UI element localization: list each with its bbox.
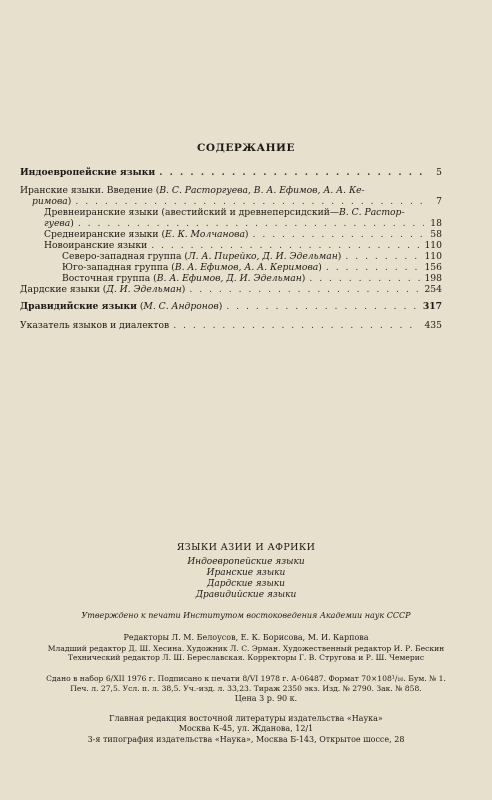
leader-dots	[309, 274, 420, 284]
toc-entry-dardic: Дардские языки (Д. И. Эдельман) . . . 254	[20, 285, 442, 295]
toc-entry-northwest-group: Северо-западная группа (Л. А. Пирейко, Д. И. Эдельман) . . . 110	[62, 252, 442, 262]
page-number: 156	[424, 262, 442, 273]
publisher-line-2: Москва К-45, ул. Жданова, 12/1	[178, 724, 314, 733]
page-number: 254	[424, 284, 442, 295]
approval-note: Утверждено к печати Институтом востоковедения Академии наук СССР	[81, 611, 411, 620]
series-title: ЯЗЫКИ АЗИИ И АФРИКИ	[176, 542, 316, 553]
leader-dots	[345, 252, 420, 262]
page-number: 58	[430, 229, 442, 240]
toc-entry-iranian-line2: римова) . . . 7	[32, 197, 442, 207]
toc-authors: В. А. Ефимов, Д. И. Эдельман	[156, 273, 302, 284]
leader-dots	[226, 302, 419, 312]
toc-entry-new-iranian	[44, 241, 442, 251]
page-number: 18	[430, 218, 442, 229]
toc-entry-indo-european	[20, 168, 442, 178]
toc-entry-middle-iranian: Среднеиранские языки (Е. К. Молчанова) . . . 58	[44, 230, 442, 240]
publisher-line-1: Главная редакция восточной литературы издательства «Наука»	[109, 714, 383, 723]
print-details-1: Сдано в набор 6/XII 1976 г. Подписано к печати 8/VI 1978 г. А-06487. Формат 70×108¹/₁₆. Бум. № 1.	[46, 674, 446, 683]
toc-entry-ancient-line2: гуева) . . . 18	[44, 219, 442, 229]
toc-authors: М. С. Андронов	[143, 301, 219, 312]
contents-heading: СОДЕРЖАНИЕ	[197, 142, 295, 154]
page-number: 198	[424, 273, 442, 284]
page-number: 7	[436, 196, 442, 207]
editors-line: Редакторы Л. М. Белоусов, Е. К. Борисова, М. И. Карпова	[123, 633, 369, 642]
subtitle-dravidian: Дравидийские языки	[195, 590, 297, 600]
toc-entry-label: Указатель языков и диалектов	[20, 320, 170, 331]
leader-dots	[78, 219, 424, 229]
toc-entry-ancient-line1: Древнеиранские языки (авестийский и древнеперсидский—В. С. Растор-	[44, 207, 405, 218]
staff-line-1: Младший редактор Д. Ш. Хесина. Художник Л. С. Эрман. Художественный редактор И. Р. Бескин	[47, 644, 445, 653]
toc-authors: В. С. Расторгуева, В. А. Ефимов, А. А. Ке-	[159, 185, 365, 196]
toc-entry-iranian-line1: Иранские языки. Введение (В. С. Расторгуева, В. А. Ефимов, А. А. Ке-	[20, 185, 365, 196]
toc-authors: В. А. Ефимов, А. А. Керимова	[174, 262, 319, 273]
leader-dots	[159, 168, 424, 178]
leader-dots	[253, 230, 424, 240]
subtitle-indo-european: Индоевропейские языки	[187, 557, 305, 567]
printer-line: 3-я типография издательства «Наука», Москва Б-143, Открытое шоссе, 28	[87, 735, 405, 744]
toc-entry-label: Индоевропейские языки	[20, 167, 156, 178]
subtitle-iranian: Иранские языки	[206, 568, 286, 578]
toc-authors: Л. А. Пирейко, Д. И. Эдельман	[188, 251, 338, 262]
toc-authors: Е. К. Молчанова	[165, 229, 245, 240]
leader-dots	[173, 321, 420, 331]
staff-line-2: Технический редактор Л. Ш. Береславская. Корректоры Г. В. Стругова и Р. Ш. Чемерис	[67, 653, 425, 662]
toc-entry-dravidian: Дравидийские языки (М. С. Андронов) . . . 317	[20, 302, 442, 312]
page-number: 317	[422, 301, 442, 312]
leader-dots	[326, 263, 421, 273]
toc-entry-index	[20, 321, 442, 331]
toc-entry-eastern-group: Восточная группа (В. А. Ефимов, Д. И. Эдельман) . . . 198	[62, 274, 442, 284]
price: Цена 3 р. 90 к.	[234, 694, 298, 703]
page-number: 435	[424, 320, 442, 331]
leader-dots	[75, 197, 424, 207]
toc-authors: Д. И. Эдельман	[106, 284, 182, 295]
subtitle-dardic: Дардские языки	[207, 579, 285, 589]
leader-dots	[151, 241, 420, 251]
print-details-2: Печ. л. 27,5. Усл. п. л. 38,5. Уч.-изд. л. 33,23. Тираж 2350 экз. Изд. № 2790. Зак. № 858.	[70, 684, 422, 693]
toc-authors: В. С. Растор-	[339, 207, 405, 218]
page-number: 110	[424, 251, 442, 262]
leader-dots	[189, 285, 420, 295]
toc-entry-label: Новоиранские языки	[44, 240, 148, 251]
toc-authors: гуева	[44, 218, 71, 229]
page-number: 5	[436, 167, 442, 178]
toc-authors: римова	[32, 196, 68, 207]
page-number: 110	[424, 240, 442, 251]
toc-entry-southwest-group: Юго-западная группа (В. А. Ефимов, А. А. Керимова) . . . 156	[62, 263, 442, 273]
